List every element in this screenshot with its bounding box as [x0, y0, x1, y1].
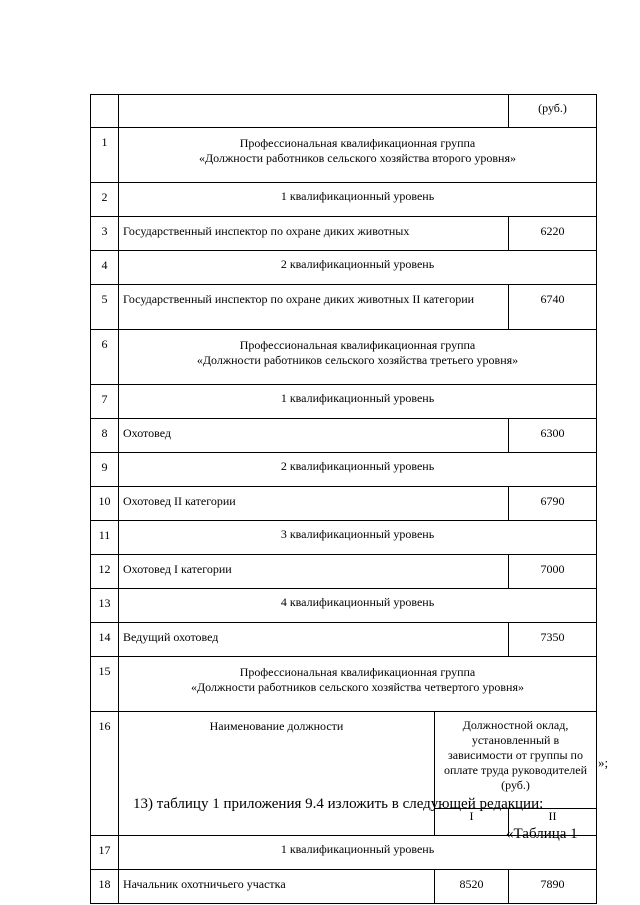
- salary-value: 6740: [509, 285, 597, 330]
- table-row: [91, 589, 597, 623]
- position-name: Начальник охотничьего участка: [119, 870, 435, 904]
- level-title: 1 квалификационный уровень: [119, 183, 597, 217]
- group-title-line: «Должности работников сельского хозяйства четвертого уровня»: [190, 680, 524, 694]
- level-title: 1 квалификационный уровень: [119, 836, 597, 870]
- group-title-line: «Должности работников сельского хозяйства второго уровня»: [198, 151, 516, 165]
- position-name: Ведущий охотовед: [119, 623, 509, 657]
- group-title-line: Профессиональная квалификационная группа: [239, 338, 476, 352]
- salary-value: 7350: [509, 623, 597, 657]
- group-title-line: «Должности работников сельского хозяйства третьего уровня»: [196, 353, 519, 367]
- level-title: 2 квалификационный уровень: [119, 453, 597, 487]
- salary-value-group-ii: 7890: [509, 870, 597, 904]
- closing-quote-mark: »;: [598, 755, 609, 770]
- table-row: [91, 251, 597, 285]
- row-number: 8: [91, 419, 119, 453]
- group-title: [119, 128, 597, 183]
- salary-value-group-i: 8520: [435, 870, 509, 904]
- row-number: 12: [91, 555, 119, 589]
- group-title: [119, 657, 597, 712]
- row-number: 18: [91, 870, 119, 904]
- row-number: 4: [91, 251, 119, 285]
- salary-value: 6220: [509, 217, 597, 251]
- row-number: 2: [91, 183, 119, 217]
- position-name: Охотовед II категории: [119, 487, 509, 521]
- group-title-line: Профессиональная квалификационная группа: [239, 665, 476, 679]
- row-number: 3: [91, 217, 119, 251]
- level-title: 2 квалификационный уровень: [119, 251, 597, 285]
- unit-label: (руб.): [509, 95, 597, 128]
- row-number: 14: [91, 623, 119, 657]
- category-header-i: I: [435, 809, 509, 836]
- position-name: Государственный инспектор по охране диких животных: [119, 217, 509, 251]
- table-row: [91, 712, 597, 809]
- column-header-name: Наименование должности: [119, 712, 435, 836]
- row-number: 1: [91, 128, 119, 183]
- column-header-salary: Должностной оклад, установленный в зависимости от группы по оплате труда руководителей (руб.): [435, 712, 597, 809]
- empty-cell: [91, 95, 119, 128]
- category-header-ii: II: [509, 809, 597, 836]
- table-row: [91, 285, 597, 330]
- table-row: [91, 95, 597, 128]
- position-name: Государственный инспектор по охране диких животных II категории: [119, 285, 509, 330]
- row-number: 15: [91, 657, 119, 712]
- row-number: 9: [91, 453, 119, 487]
- table-row: [91, 657, 597, 712]
- row-number: 10: [91, 487, 119, 521]
- position-name: Охотовед: [119, 419, 509, 453]
- row-number: 6: [91, 330, 119, 385]
- empty-cell: [119, 95, 509, 128]
- salary-value: 7000: [509, 555, 597, 589]
- table-caption: «Таблица 1: [506, 826, 578, 842]
- table-row: [91, 870, 597, 904]
- row-number: 17: [91, 836, 119, 870]
- table-row: [91, 385, 597, 419]
- table-row: [91, 217, 597, 251]
- row-number: 11: [91, 521, 119, 555]
- table-row: [91, 487, 597, 521]
- table-row: [91, 623, 597, 657]
- table-row: [91, 419, 597, 453]
- position-name: Охотовед I категории: [119, 555, 509, 589]
- table-row: [91, 183, 597, 217]
- salary-table: [90, 94, 597, 904]
- level-title: 4 квалификационный уровень: [119, 589, 597, 623]
- row-number: 5: [91, 285, 119, 330]
- table-row: [91, 555, 597, 589]
- table-row: [91, 453, 597, 487]
- row-number: 13: [91, 589, 119, 623]
- row-number: 7: [91, 385, 119, 419]
- table-row: [91, 521, 597, 555]
- row-number: 16: [91, 712, 119, 836]
- group-title: [119, 330, 597, 385]
- amendment-paragraph: 13) таблицу 1 приложения 9.4 изложить в следующей редакции:: [133, 796, 544, 812]
- group-title-line: Профессиональная квалификационная группа: [239, 136, 476, 150]
- level-title: 1 квалификационный уровень: [119, 385, 597, 419]
- table-row: [91, 330, 597, 385]
- salary-value: 6790: [509, 487, 597, 521]
- level-title: 3 квалификационный уровень: [119, 521, 597, 555]
- table-row: [91, 128, 597, 183]
- salary-value: 6300: [509, 419, 597, 453]
